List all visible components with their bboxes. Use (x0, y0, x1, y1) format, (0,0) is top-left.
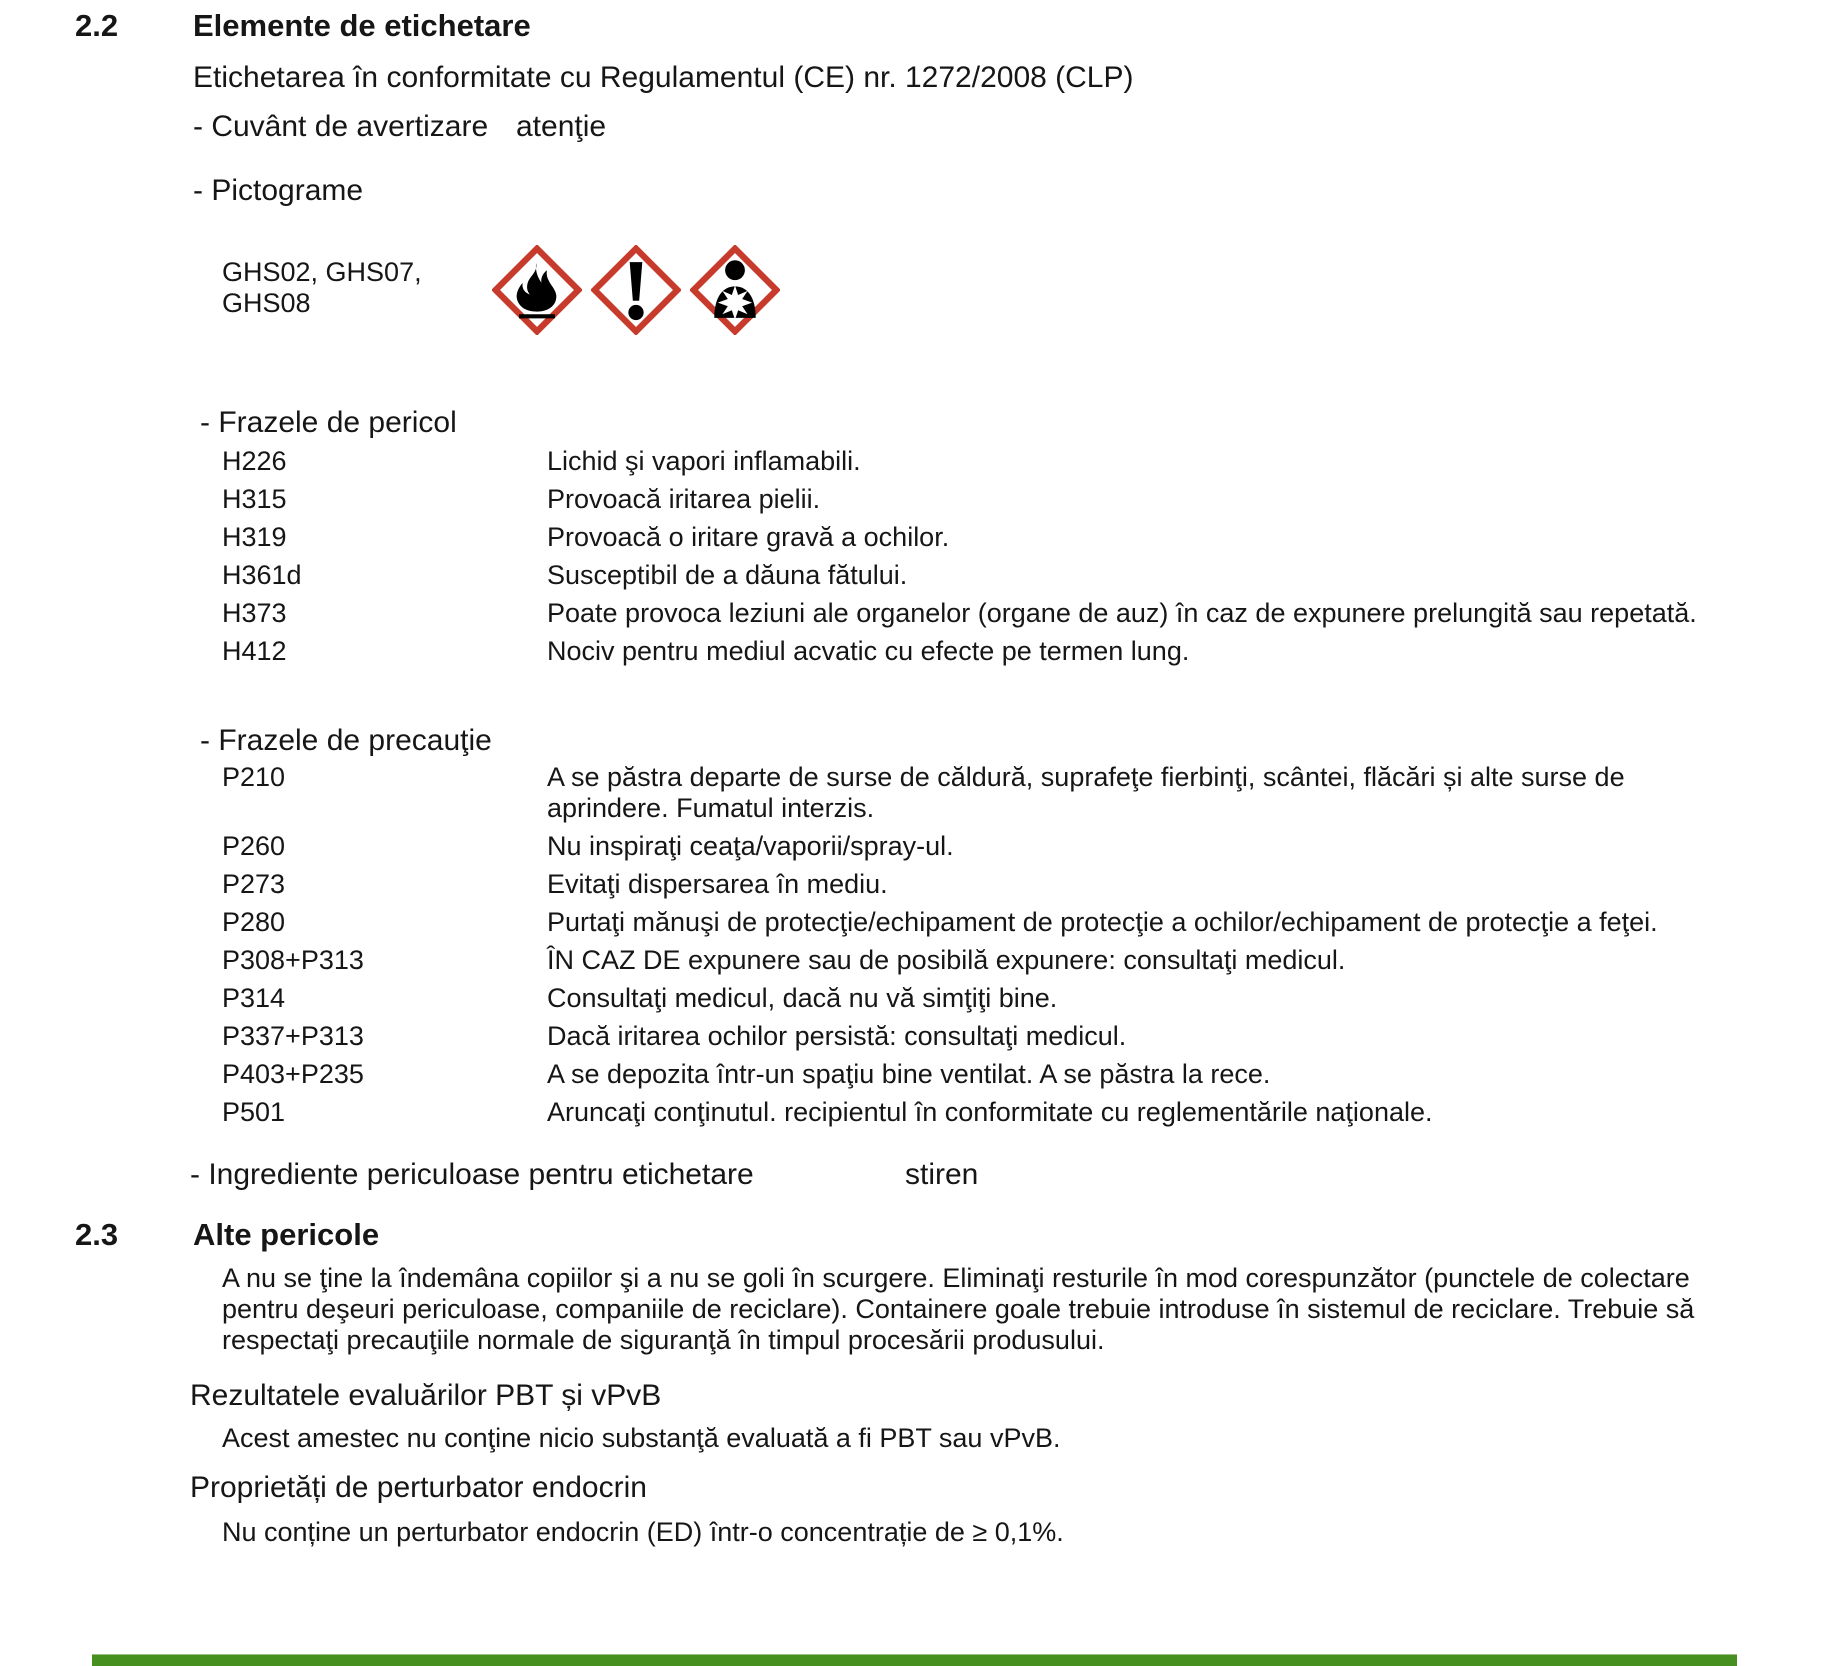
hazard-code: H412 (222, 636, 287, 666)
hazardous-ingredients-label: - Ingrediente periculoase pentru etichetare (190, 1158, 754, 1191)
pictogram-row (222, 245, 1848, 335)
footer-green-bar (92, 1654, 1737, 1666)
hazard-text: Susceptibil de a dăuna fătului. (547, 560, 908, 590)
precaution-row (222, 907, 1848, 938)
section-title: Alte pericole (193, 1217, 380, 1252)
hazard-code: H361d (222, 560, 302, 590)
precaution-row (222, 1021, 1848, 1052)
hazard-row (222, 446, 1848, 477)
hazard-text: Nociv pentru mediul acvatic cu efecte pe termen lung. (547, 636, 1190, 666)
precaution-row (222, 983, 1848, 1014)
hazard-row (222, 522, 1848, 553)
section-2-2-header (0, 8, 1848, 44)
precaution-text: A se păstra departe de surse de căldură, suprafeţe fierbinţi, scântei, flăcări și alte surse de aprindere. Fumatul interzis. (547, 762, 1625, 823)
signal-word-row (193, 110, 1848, 143)
precaution-row (222, 945, 1848, 976)
precaution-code: P280 (222, 907, 286, 937)
precaution-row (222, 869, 1848, 900)
hazard-row (222, 598, 1848, 629)
precaution-text: Dacă iritarea ochilor persistă: consultaţi medicul. (547, 1021, 1127, 1051)
pbt-vpvb-text: Acest amestec nu conţine nicio substanţă evaluată a fi PBT sau vPvB. (222, 1423, 1061, 1453)
precaution-code: P314 (222, 983, 286, 1013)
hazard-row (222, 484, 1848, 515)
hazard-code: H226 (222, 446, 287, 476)
clp-regulation-line: Etichetarea în conformitate cu Regulamentul (CE) nr. 1272/2008 (CLP) (193, 61, 1134, 94)
hazard-code: H315 (222, 484, 287, 514)
hazard-row (222, 636, 1848, 667)
section-number: 2.2 (75, 8, 119, 43)
precaution-code: P308+P313 (222, 945, 364, 975)
precaution-text: A se depozita într-un spaţiu bine ventilat. A se păstra la rece. (547, 1059, 1271, 1089)
section-title: Elemente de etichetare (193, 8, 531, 43)
hazard-code: H319 (222, 522, 287, 552)
hazard-code: H373 (222, 598, 287, 628)
section-2-3-header (0, 1217, 1848, 1253)
hazard-text: Lichid şi vapori inflamabili. (547, 446, 861, 476)
precaution-row (222, 831, 1848, 862)
precaution-text: Aruncaţi conţinutul. recipientul în conformitate cu reglementările naţionale. (547, 1097, 1433, 1127)
precaution-text: Nu inspiraţi ceaţa/vaporii/spray-ul. (547, 831, 954, 861)
precaution-row (222, 762, 1848, 824)
hazard-statements-heading: - Frazele de pericol (200, 406, 457, 439)
precaution-code: P501 (222, 1097, 286, 1127)
pictogram-codes: GHS02, GHS07, GHS08 (222, 257, 422, 318)
ghs08-health-hazard-pictogram-icon (690, 245, 780, 335)
ghs02-flame-pictogram-icon (492, 245, 582, 335)
other-hazards-paragraph: A nu se ţine la îndemâna copiilor şi a nu se goli în scurgere. Eliminaţi resturile în mod corespunzător (punctele de colectare pentru deşeuri periculoase, companiile de reciclare). Containere goale trebuie introduse în sistemul de reciclare. Trebuie să respectaţi precauţiile normale de siguranţă în timpul procesării produsului. (222, 1263, 1695, 1355)
hazardous-ingredients-value: stiren (905, 1158, 979, 1191)
precaution-code: P337+P313 (222, 1021, 364, 1051)
hazardous-ingredients-row (190, 1158, 1848, 1191)
hazard-text: Provoacă o iritare gravă a ochilor. (547, 522, 950, 552)
precaution-text: Purtaţi mănuşi de protecţie/echipament de protecţie a ochilor/echipament de protecţie a feţei. (547, 907, 1658, 937)
precaution-text: Evitaţi dispersarea în mediu. (547, 869, 888, 899)
precaution-code: P403+P235 (222, 1059, 364, 1089)
ghs07-exclamation-pictogram-icon (591, 245, 681, 335)
endocrine-disruptor-text: Nu conține un perturbator endocrin (ED) într-o concentrație de ≥ 0,1%. (222, 1517, 1064, 1547)
precaution-code: P210 (222, 762, 286, 792)
precaution-text: ÎN CAZ DE expunere sau de posibilă expunere: consultaţi medicul. (547, 945, 1346, 975)
section-number: 2.3 (75, 1217, 119, 1252)
precaution-text: Consultaţi medicul, dacă nu vă simţiţi bine. (547, 983, 1058, 1013)
pictograms-heading: - Pictograme (193, 174, 364, 207)
precautionary-statements-list (222, 762, 1848, 1128)
precaution-code: P260 (222, 831, 286, 861)
precautionary-statements-heading: - Frazele de precauţie (200, 724, 492, 757)
hazard-text: Poate provoca leziuni ale organelor (organe de auz) în caz de expunere prelungită sau repetată. (547, 598, 1697, 628)
precaution-row (222, 1097, 1848, 1128)
hazard-row (222, 560, 1848, 591)
signal-word-value: atenţie (516, 110, 607, 143)
signal-word-label: - Cuvânt de avertizare (193, 110, 489, 143)
endocrine-disruptor-heading: Proprietăți de perturbator endocrin (190, 1471, 647, 1504)
precaution-code: P273 (222, 869, 286, 899)
precaution-row (222, 1059, 1848, 1090)
pbt-vpvb-heading: Rezultatele evaluărilor PBT și vPvB (190, 1379, 662, 1412)
hazard-text: Provoacă iritarea pielii. (547, 484, 821, 514)
hazard-statements-list (222, 446, 1848, 667)
